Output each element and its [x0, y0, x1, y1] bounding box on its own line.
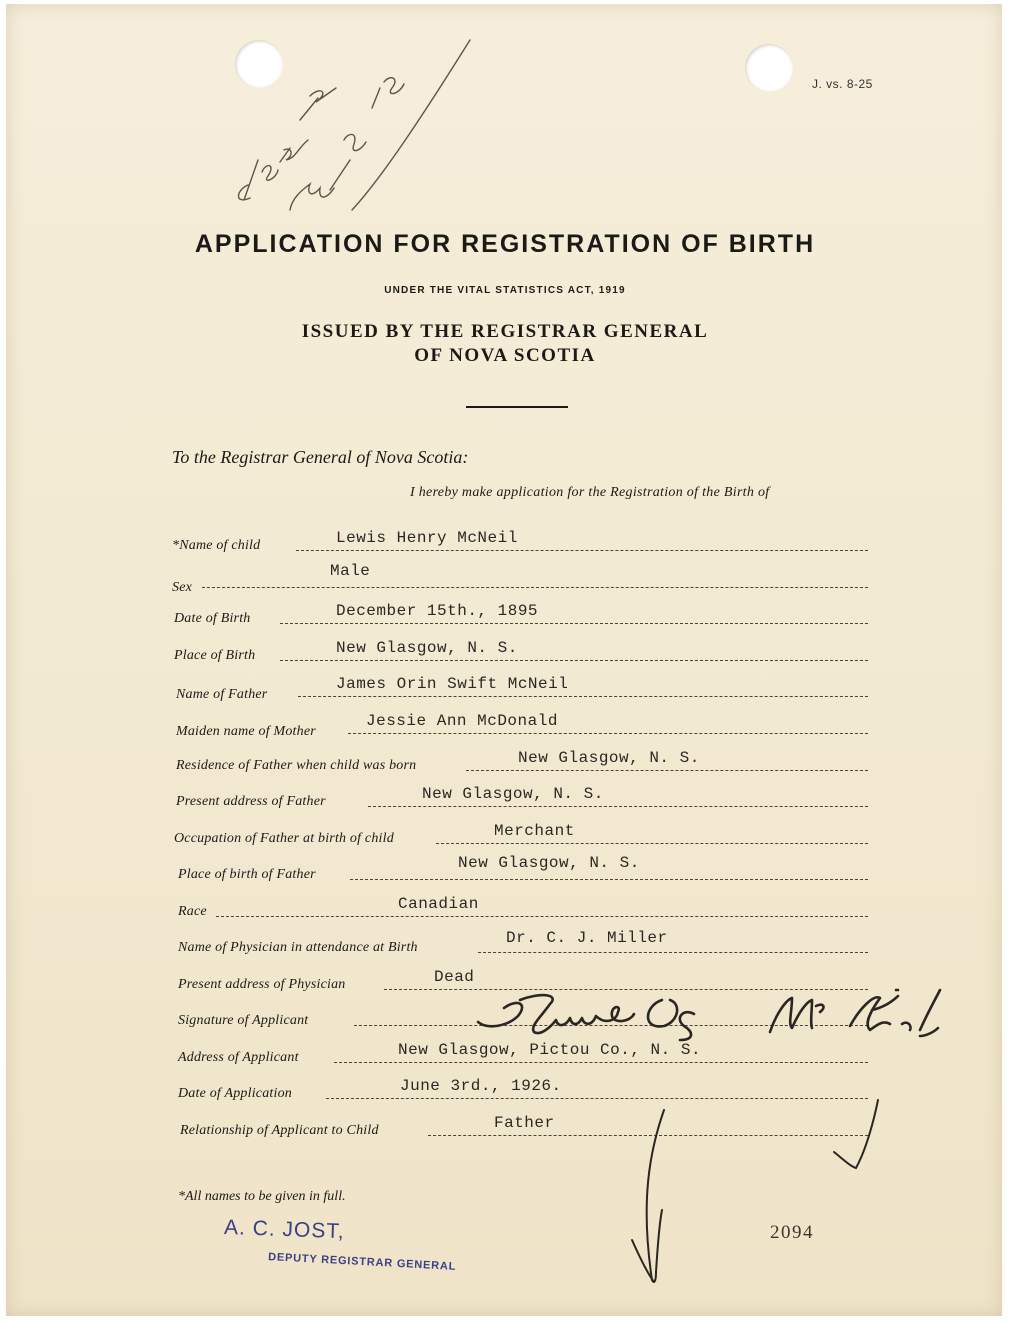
- form-number: J. vs. 8-25: [812, 77, 873, 91]
- field-value: New Glasgow, Pictou Co., N. S.: [398, 1041, 702, 1059]
- field-label: Race: [178, 904, 207, 919]
- field-value: Father: [494, 1114, 555, 1132]
- field-value: New Glasgow, N. S.: [336, 639, 518, 657]
- field-value: Jessie Ann McDonald: [366, 712, 558, 730]
- field-label: Present address of Father: [176, 794, 326, 809]
- field-label: Present address of Physician: [178, 977, 346, 992]
- field-label: Place of Birth: [174, 648, 256, 663]
- field-label: Maiden name of Mother: [176, 724, 316, 739]
- field-label: Relationship of Applicant to Child: [180, 1123, 379, 1138]
- field-value: Canadian: [398, 895, 479, 913]
- field-value: New Glasgow, N. S.: [422, 785, 604, 803]
- field-label: Name of Father: [176, 687, 268, 702]
- document-title: APPLICATION FOR REGISTRATION OF BIRTH: [194, 230, 816, 258]
- field-label: Place of birth of Father: [178, 867, 316, 882]
- field-value: December 15th., 1895: [336, 602, 539, 620]
- salutation: To the Registrar General of Nova Scotia:: [172, 447, 469, 467]
- field-label: Date of Birth: [174, 611, 251, 626]
- footnote: *All names to be given in full.: [178, 1189, 346, 1204]
- field-label: Address of Applicant: [178, 1050, 299, 1065]
- field-label: Name of Physician in attendance at Birth: [178, 940, 418, 955]
- field-label: Date of Application: [178, 1086, 292, 1101]
- field-value: Lewis Henry McNeil: [336, 529, 518, 547]
- field-value: James Orin Swift McNeil: [336, 675, 569, 693]
- field-value: New Glasgow, N. S.: [518, 749, 700, 767]
- document-subtitle: UNDER THE VITAL STATISTICS ACT, 1919: [384, 285, 626, 296]
- intro-statement: I hereby make application for the Registration of the Birth of: [410, 485, 770, 500]
- issuer-line-2: OF NOVA SCOTIA: [414, 345, 596, 366]
- field-label: Occupation of Father at birth of child: [174, 831, 394, 846]
- registrar-stamp-title: DEPUTY REGISTRAR GENERAL: [267, 1251, 457, 1273]
- field-value: Male: [330, 562, 371, 580]
- field-value: Dr. C. J. Miller: [506, 929, 668, 947]
- field-label: *Name of child: [172, 538, 261, 553]
- issuer-line-1: ISSUED BY THE REGISTRAR GENERAL: [301, 321, 709, 342]
- document-number: 2094: [770, 1222, 814, 1243]
- field-value: Merchant: [494, 822, 575, 840]
- field-label: Residence of Father when child was born: [176, 758, 417, 773]
- field-value: Dead: [434, 968, 475, 986]
- field-value: June 3rd., 1926.: [400, 1077, 562, 1095]
- field-value: New Glasgow, N. S.: [458, 854, 640, 872]
- registrar-stamp-name: A. C. JOST,: [223, 1215, 346, 1244]
- field-label: Sex: [172, 580, 193, 595]
- field-label: Signature of Applicant: [178, 1013, 309, 1028]
